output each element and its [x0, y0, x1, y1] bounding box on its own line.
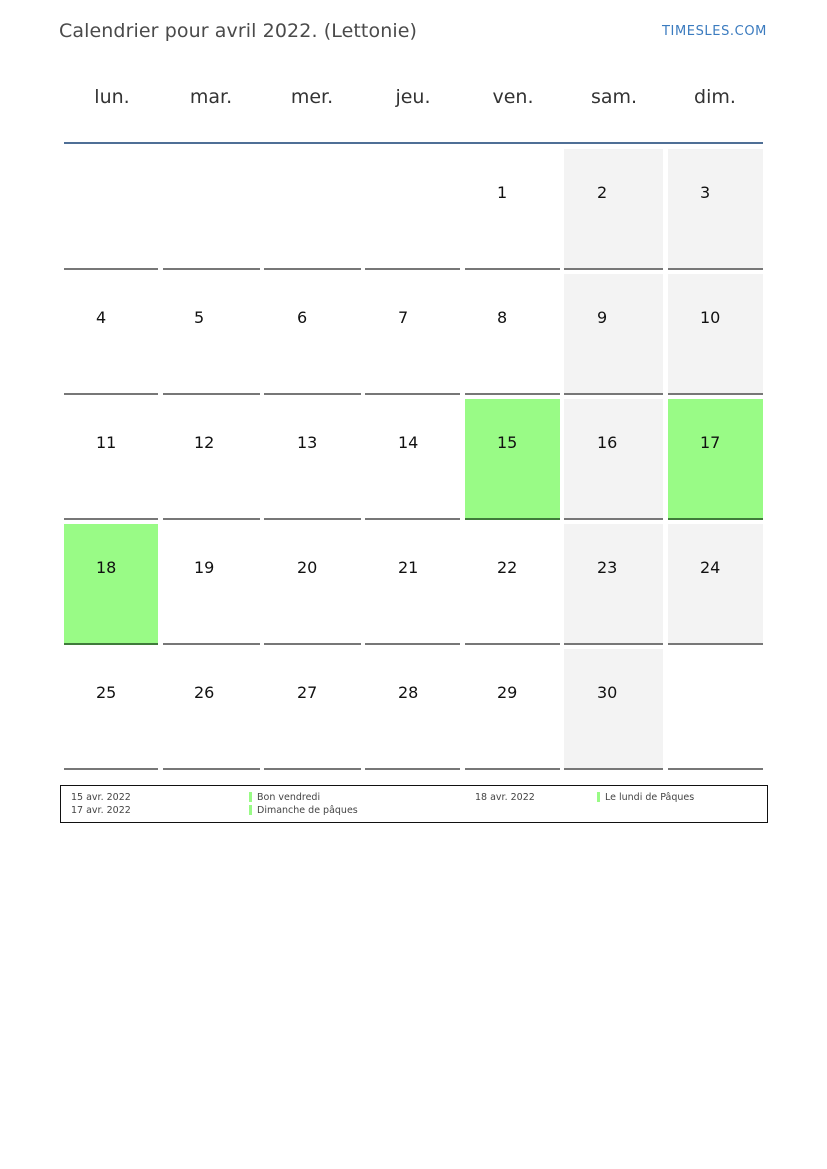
day-number: 26	[194, 683, 215, 702]
day-number: 25	[96, 683, 117, 702]
legend-holiday-marker	[249, 792, 252, 802]
day-cell[interactable]	[668, 274, 763, 395]
day-cell[interactable]	[163, 524, 260, 645]
weekday-wed: mer.	[290, 86, 334, 108]
day-number: 19	[194, 558, 215, 577]
legend-date-easter-monday: 18 avr. 2022	[475, 792, 535, 803]
day-number: 28	[398, 683, 419, 702]
day-cell[interactable]	[264, 524, 361, 645]
day-cell[interactable]	[163, 399, 260, 520]
day-number: 15	[497, 433, 518, 452]
empty-day-cell	[163, 149, 260, 270]
legend-date-good-friday: 15 avr. 2022	[71, 792, 131, 803]
legend-name-good-friday: Bon vendredi	[257, 792, 321, 803]
weekday-sat: sam.	[590, 86, 638, 108]
day-cell[interactable]	[465, 524, 560, 645]
day-cell[interactable]	[668, 149, 763, 270]
day-cell[interactable]	[564, 524, 663, 645]
day-number: 24	[700, 558, 721, 577]
day-number: 18	[96, 558, 117, 577]
day-cell[interactable]	[264, 399, 361, 520]
day-number: 21	[398, 558, 419, 577]
day-number: 6	[297, 308, 308, 327]
day-cell[interactable]	[64, 274, 158, 395]
empty-day-cell	[64, 149, 158, 270]
legend-date-easter-sunday: 17 avr. 2022	[71, 805, 131, 816]
day-cell[interactable]	[465, 649, 560, 770]
empty-day-cell	[365, 149, 460, 270]
day-number: 13	[297, 433, 318, 452]
weekday-mon: lun.	[94, 86, 130, 108]
day-number: 10	[700, 308, 721, 327]
holiday-legend	[60, 785, 768, 823]
page-title: Calendrier pour avril 2022. (Lettonie)	[59, 20, 418, 42]
day-number: 27	[297, 683, 318, 702]
header-divider	[64, 142, 763, 144]
day-cell[interactable]	[465, 149, 560, 270]
day-cell[interactable]	[465, 274, 560, 395]
legend-holiday-marker	[249, 805, 252, 815]
day-cell[interactable]	[64, 524, 158, 645]
day-cell[interactable]	[564, 649, 663, 770]
day-cell[interactable]	[64, 649, 158, 770]
day-cell[interactable]	[365, 399, 460, 520]
day-cell[interactable]	[64, 399, 158, 520]
day-number: 20	[297, 558, 318, 577]
day-number: 3	[700, 183, 711, 202]
day-number: 4	[96, 308, 107, 327]
empty-day-cell	[668, 649, 763, 770]
weekday-header	[64, 86, 763, 122]
day-cell[interactable]	[264, 274, 361, 395]
day-cell[interactable]	[564, 399, 663, 520]
legend-name-easter-monday: Le lundi de Pâques	[605, 792, 695, 803]
day-number: 16	[597, 433, 618, 452]
day-cell[interactable]	[264, 649, 361, 770]
day-cell[interactable]	[365, 274, 460, 395]
day-number: 12	[194, 433, 215, 452]
day-number: 14	[398, 433, 419, 452]
legend-name-easter-sunday: Dimanche de pâques	[257, 805, 358, 816]
weekday-sun: dim.	[694, 86, 736, 108]
day-cell[interactable]	[564, 274, 663, 395]
day-number: 1	[497, 183, 508, 202]
legend-holiday-marker	[597, 792, 600, 802]
calendar-grid	[64, 149, 763, 770]
day-cell[interactable]	[668, 524, 763, 645]
day-cell[interactable]	[163, 274, 260, 395]
weekday-tue: mar.	[189, 86, 233, 108]
day-number: 8	[497, 308, 508, 327]
day-cell[interactable]	[564, 149, 663, 270]
day-number: 9	[597, 308, 608, 327]
day-number: 7	[398, 308, 409, 327]
day-number: 17	[700, 433, 721, 452]
day-cell[interactable]	[668, 399, 763, 520]
weekday-thu: jeu.	[395, 86, 431, 108]
weekday-fri: ven.	[492, 86, 534, 108]
day-number: 23	[597, 558, 618, 577]
day-number: 11	[96, 433, 117, 452]
day-number: 30	[597, 683, 618, 702]
brand-logo-text[interactable]: TIMESLES.COM	[661, 24, 767, 39]
day-cell[interactable]	[465, 399, 560, 520]
day-cell[interactable]	[365, 649, 460, 770]
day-number: 2	[597, 183, 608, 202]
day-cell[interactable]	[365, 524, 460, 645]
empty-day-cell	[264, 149, 361, 270]
day-number: 29	[497, 683, 518, 702]
day-number: 5	[194, 308, 205, 327]
day-cell[interactable]	[163, 649, 260, 770]
day-number: 22	[497, 558, 518, 577]
